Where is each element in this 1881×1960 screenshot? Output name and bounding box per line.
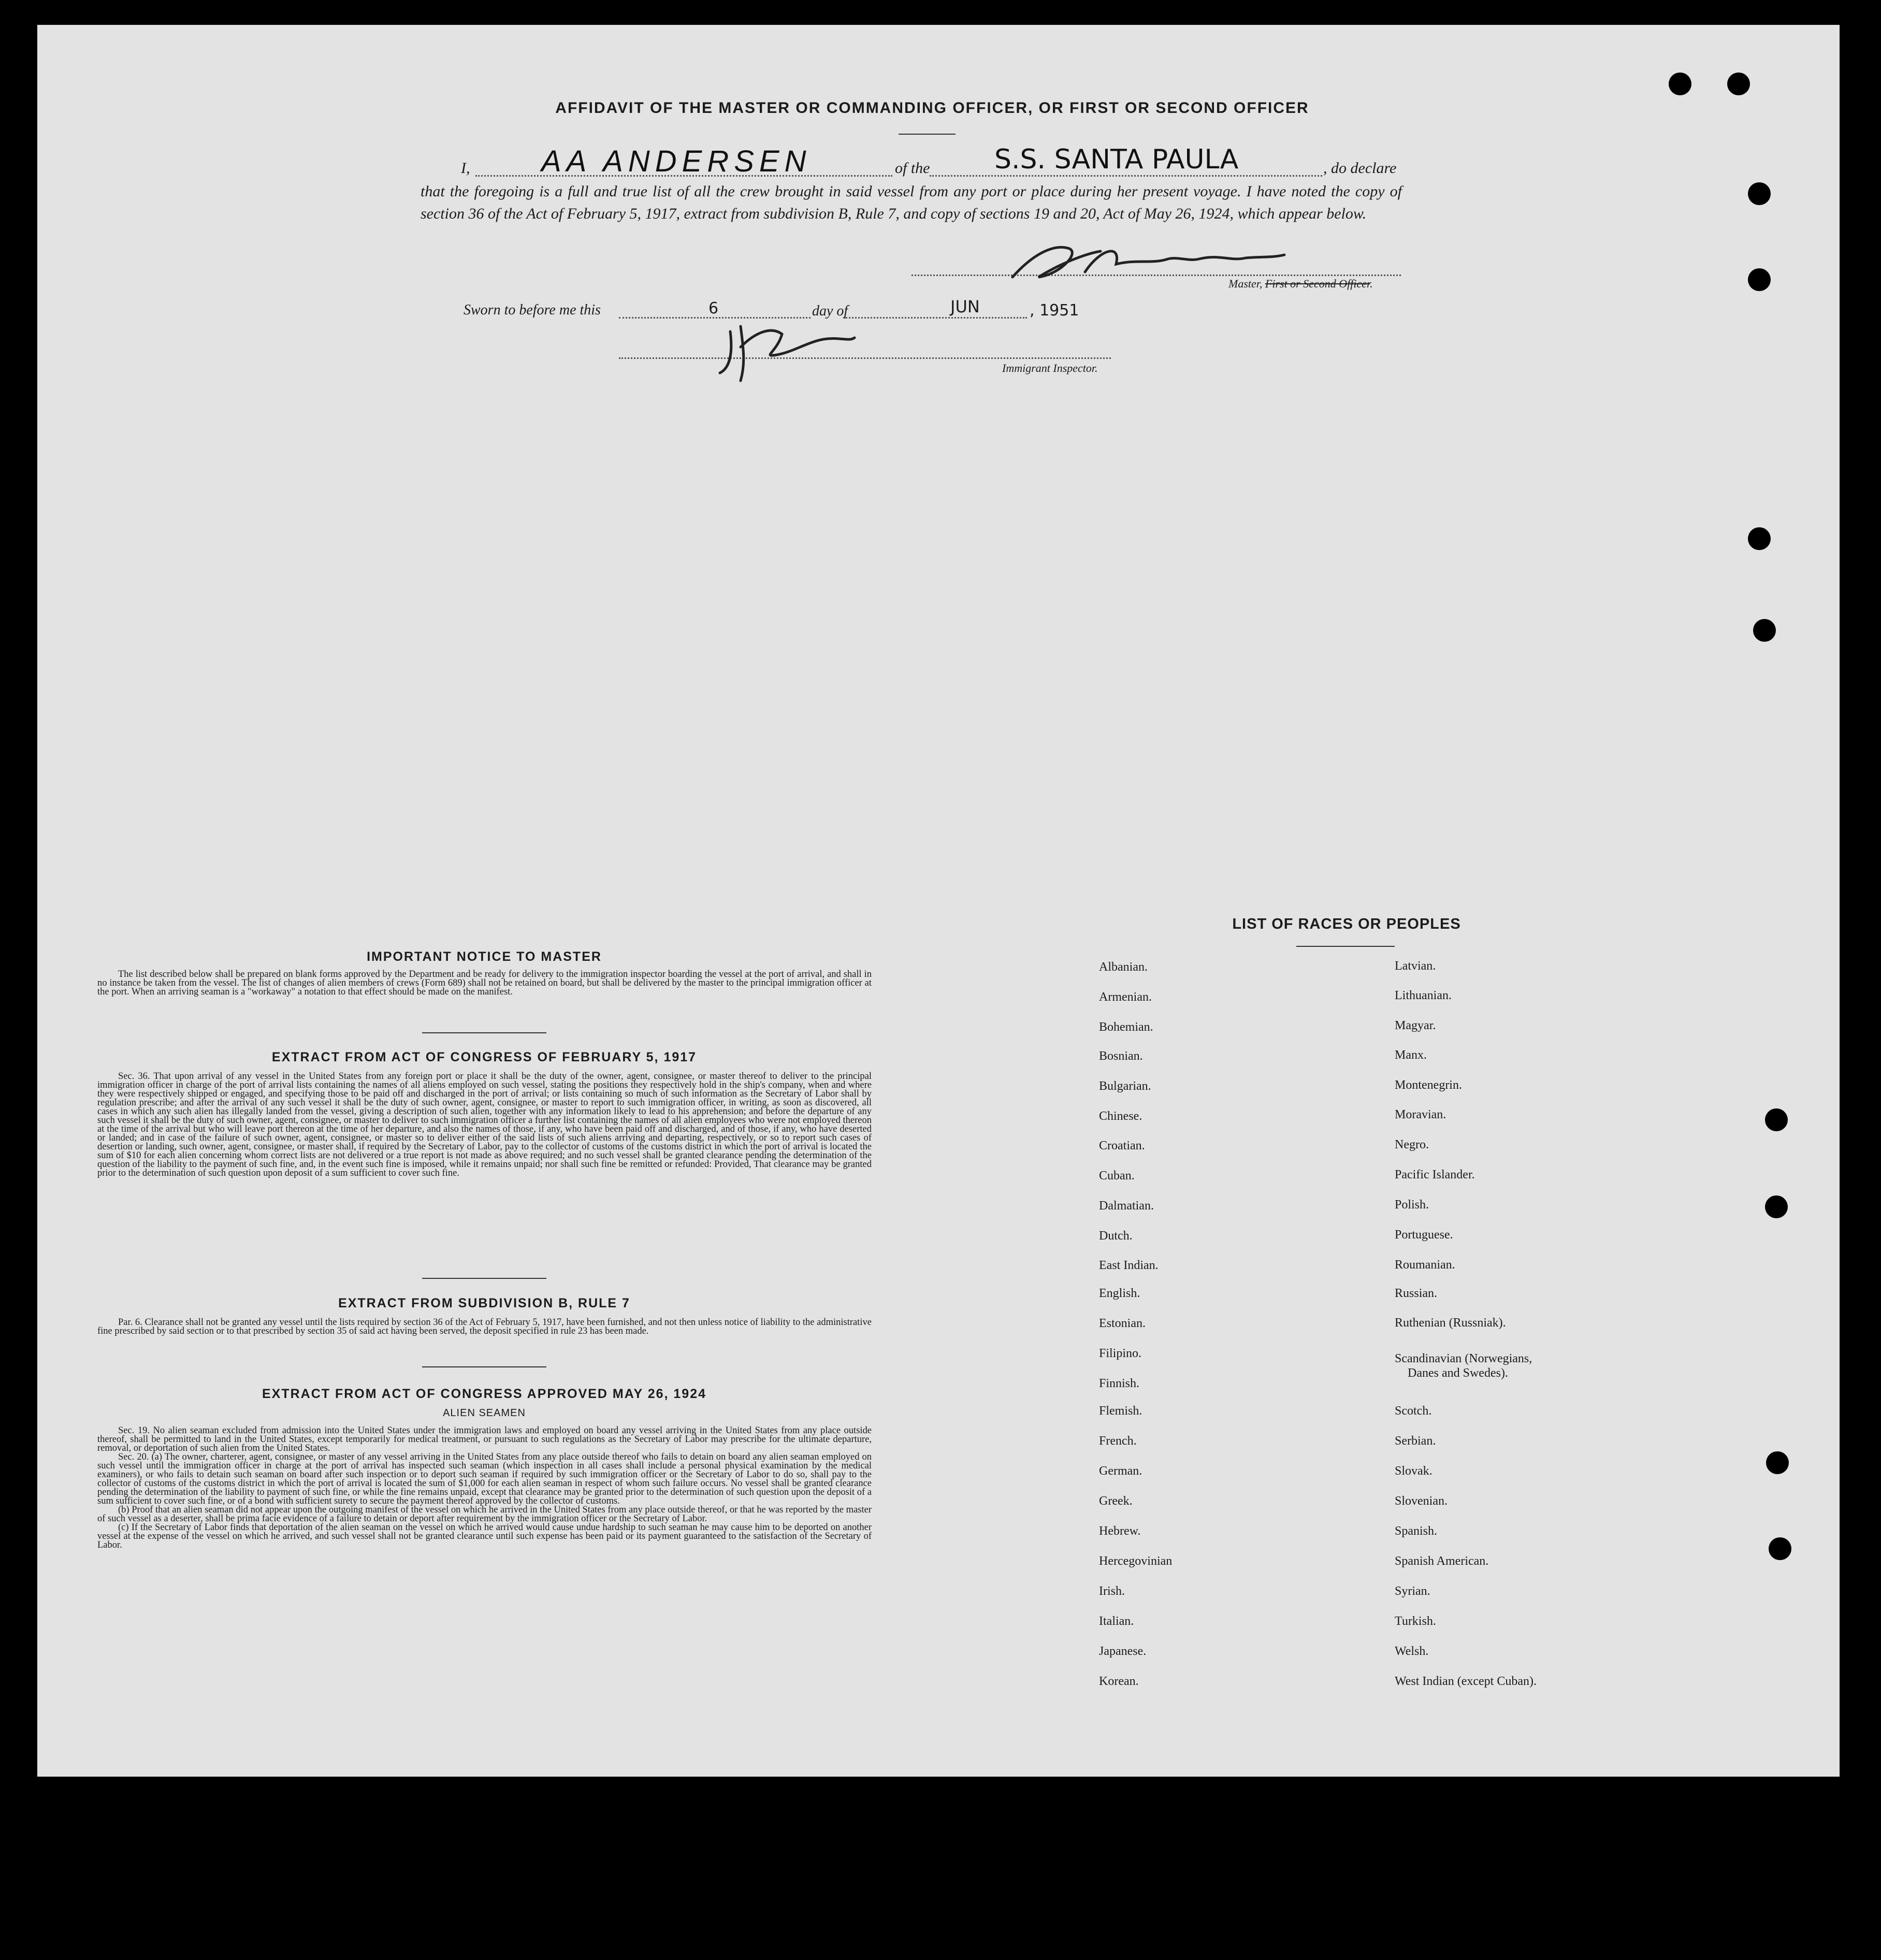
notice-title: IMPORTANT NOTICE TO MASTER: [367, 949, 602, 964]
races-title: LIST OF RACES OR PEOPLES: [1232, 916, 1461, 932]
extract-1924-subtitle: ALIEN SEAMEN: [443, 1407, 526, 1419]
race-item: Irish.: [1099, 1584, 1125, 1598]
race-item: German.: [1099, 1464, 1142, 1478]
race-item: Manx.: [1395, 1048, 1427, 1062]
race-item: Estonian.: [1099, 1317, 1146, 1330]
race-item: Cuban.: [1099, 1169, 1135, 1183]
notice-paragraph: The list described below shall be prepared on blank forms approved by the Department and be ready for delivery to the immigration inspector boarding the vessel at the port of arrival, and shall in no instance be taken from the vessel. The list of changes of alien members of crews (Form 689) shall not be retained on board, but shall be delivered by the master to the principal immigration officer at the port. When an arriving seaman is a "workaway" a notation to that effect should be made on the manifest.: [97, 969, 872, 997]
race-item: Portuguese.: [1395, 1228, 1453, 1242]
extract-1917-title: EXTRACT FROM ACT OF CONGRESS OF FEBRUARY 5, 1917: [271, 1050, 697, 1064]
race-item: French.: [1099, 1434, 1137, 1448]
binder-hole: [1669, 73, 1691, 95]
race-item: Magyar.: [1395, 1019, 1436, 1032]
do-declare-label: , do declare: [1323, 160, 1397, 177]
master-caption-prefix: Master,: [1228, 277, 1265, 290]
race-item: Spanish American.: [1395, 1554, 1489, 1568]
master-name: AA ANDERSEN: [541, 145, 812, 178]
sworn-year: [1030, 301, 1079, 320]
binder-hole: [1748, 527, 1771, 550]
inspector-signature-line: [619, 357, 1111, 359]
extract-rule7-title: EXTRACT FROM SUBDIVISION B, RULE 7: [338, 1296, 630, 1310]
race-item: Korean.: [1099, 1675, 1139, 1688]
i-label: I,: [461, 160, 470, 177]
binder-hole: [1765, 1108, 1788, 1131]
binder-hole: [1748, 268, 1771, 291]
race-item: Danes and Swedes).: [1408, 1366, 1508, 1380]
race-item: Welsh.: [1395, 1645, 1429, 1658]
vessel-name: S.S. SANTA PAULA: [994, 144, 1239, 175]
race-item: Ruthenian (Russniak).: [1395, 1316, 1506, 1330]
race-item: Pacific Islander.: [1395, 1168, 1475, 1181]
race-item: Scandinavian (Norwegians,: [1395, 1352, 1532, 1365]
race-item: Bulgarian.: [1099, 1079, 1151, 1093]
master-caption-suffix: .: [1370, 277, 1373, 290]
race-item: Polish.: [1395, 1198, 1429, 1212]
master-caption: [1228, 277, 1373, 291]
binder-hole: [1765, 1195, 1788, 1218]
binder-hole: [1727, 73, 1750, 95]
vessel-name-line: [930, 175, 1322, 177]
sworn-label: Sworn to before me this: [464, 302, 601, 318]
race-item: Greek.: [1099, 1494, 1133, 1508]
race-item: Bosnian.: [1099, 1049, 1143, 1063]
binder-hole: [1766, 1451, 1789, 1474]
race-item: Russian.: [1395, 1287, 1438, 1300]
race-item: Armenian.: [1099, 990, 1152, 1004]
sec20b-paragraph: (b) Proof that an alien seaman did not appear upon the outgoing manifest of the vessel on which he arrived in the United States from any place outside thereof, or that he was reported by the master of such vessel as a deserter, shall be prima facie evidence of a failure to detain or deport after requirement by the immigration officer or the Secretary of Labor.: [97, 1505, 872, 1524]
race-item: Filipino.: [1099, 1347, 1142, 1360]
inspector-caption: Immigrant Inspector.: [1002, 362, 1098, 374]
sworn-day: 6: [708, 299, 719, 318]
binder-hole: [1748, 182, 1771, 205]
title-divider: [899, 134, 956, 135]
extract-1924-text: [97, 1426, 872, 1550]
year-suffix: 1: [1069, 301, 1079, 320]
sec20c-paragraph: (c) If the Secretary of Labor finds that deportation of the alien seaman on the vessel on which he arrived would cause undue hardship to such seaman he may cause him to be deported on another vessel at the expense of the vessel on which he arrived, and such vessel shall not be granted clearance until such expense has been paid or its payment guaranteed to the satisfaction of the Secretary of Labor.: [97, 1522, 872, 1550]
race-item: East Indian.: [1099, 1259, 1159, 1272]
sec19-paragraph: Sec. 19. No alien seaman excluded from admission into the United States under the immigration laws and employed on board any vessel arriving in the United States from any place outside thereof, shall be permitted to land in the United States, except temporarily for medical treatment, or pursuant to such regulations as the Secretary of Labor may prescribe for the ultimate departure, removal, or deportation of such alien from the United States.: [97, 1425, 872, 1453]
inspector-signature: [710, 311, 865, 388]
section-divider: [422, 1032, 546, 1033]
race-item: Albanian.: [1099, 960, 1148, 974]
race-item: Spanish.: [1395, 1524, 1438, 1538]
day-of-label: day of: [812, 303, 848, 319]
race-item: Montenegrin.: [1395, 1078, 1462, 1092]
section-divider: [422, 1278, 546, 1279]
sec20a-paragraph: Sec. 20. (a) The owner, charterer, agent, consignee, or master of any vessel arriving in the United States from any place outside thereof who fails to detain on board any alien seaman employed on such vessel until the immigration officer in charge at the port of arrival has inspected such seaman (which inspection in all cases shall include a personal physical examination by the medical examiners), or who fails to detain such seaman on board after such inspection or to deport such seaman if required by such immigration officer or the Secretary of Labor to do so, shall pay to the collector of customs of the customs district in which the port of arrival is located the sum of $1,000 for each alien seaman in respect of whom such failure occurs. No vessel shall be granted clearance pending the determination of the liability to payment of such fine, or while the fine remains unpaid, except that clearance may be granted prior to the determination of such question upon the deposit of a sum sufficient to cover such fine, or of a bond with sufficient surety to secure the payment thereof approved by the collector of customs.: [97, 1452, 872, 1506]
binder-hole: [1753, 619, 1776, 642]
sworn-month-line: [843, 317, 1027, 319]
extract-1924-title: EXTRACT FROM ACT OF CONGRESS APPROVED MAY 26, 1924: [262, 1387, 707, 1401]
race-item: Syrian.: [1395, 1584, 1430, 1598]
race-item: Hercegovinian: [1099, 1554, 1173, 1568]
race-item: Italian.: [1099, 1615, 1134, 1628]
section-divider: [422, 1366, 546, 1367]
race-item: Finnish.: [1099, 1377, 1140, 1390]
race-item: Moravian.: [1395, 1108, 1446, 1121]
sworn-month: JUN: [950, 297, 980, 316]
binder-hole: [1769, 1537, 1791, 1560]
race-item: Flemish.: [1099, 1404, 1142, 1418]
master-caption-struck: First or Second Officer: [1265, 277, 1370, 290]
year-prefix: , 195: [1030, 301, 1069, 320]
race-item: Roumanian.: [1395, 1258, 1455, 1272]
race-item: Croatian.: [1099, 1139, 1145, 1152]
race-item: Chinese.: [1099, 1109, 1142, 1123]
race-item: Slovenian.: [1395, 1494, 1448, 1508]
extract-rule7-text: [97, 1318, 872, 1336]
race-item: Negro.: [1395, 1138, 1429, 1151]
extract-1917-text: [97, 1072, 872, 1178]
race-item: West Indian (except Cuban).: [1395, 1675, 1537, 1688]
race-item: Lithuanian.: [1395, 989, 1452, 1002]
affidavit-body: that the foregoing is a full and true list of all the crew brought in said vessel from any port or place during her present voyage. I have noted the copy of section 36 of the Act of February 5, 1917, extract from subdivision B, Rule 7, and copy of sections 19 and 20, Act of May 26, 1924, which appear below.: [421, 183, 1402, 222]
races-divider: [1296, 946, 1395, 947]
race-item: Scotch.: [1395, 1404, 1432, 1418]
race-item: Serbian.: [1395, 1434, 1436, 1448]
race-item: English.: [1099, 1287, 1140, 1300]
race-item: Slovak.: [1395, 1464, 1433, 1478]
rule7-paragraph: Par. 6. Clearance shall not be granted any vessel until the lists required by section 36 of the Act of February 5, 1917, have been furnished, and not then unless notice of liability to the administrative fine prescribed by said section or to that prescribed by section 35 of said act having been served, the deposit specified in rule 23 has been made.: [97, 1317, 872, 1336]
race-item: Japanese.: [1099, 1645, 1147, 1658]
race-item: Dalmatian.: [1099, 1199, 1154, 1213]
race-item: Dutch.: [1099, 1229, 1133, 1243]
race-item: Bohemian.: [1099, 1020, 1153, 1034]
affidavit-title: AFFIDAVIT OF THE MASTER OR COMMANDING OFFICER, OR FIRST OR SECOND OFFICER: [555, 99, 1309, 117]
of-the-label: of the: [895, 160, 930, 177]
race-item: Turkish.: [1395, 1615, 1436, 1628]
race-item: Latvian.: [1395, 959, 1436, 973]
race-item: Hebrew.: [1099, 1524, 1141, 1538]
notice-text: [97, 970, 872, 997]
sec36-paragraph: Sec. 36. That upon arrival of any vessel in the United States from any foreign port or place it shall be the duty of the owner, agent, consignee, or master thereof to deliver to the principal immigration officer in charge of the port of arrival lists containing the names of all aliens employed on such vessel, stating the positions they respectively hold in the ship's company, when and where they were respectively shipped or engaged, and specifying those to be paid off and discharged in the port of arrival; or lists containing so much of such information as the Secretary of Labor shall by regulation prescribe; and after the arrival of any such vessel it shall be the duty of such owner, agent, consignee, or master to report to such immigration officer, in writing, as soon as discovered, all cases in which any such alien has illegally landed from the vessel, giving a description of such alien, together with any information likely to lead to his apprehension; and before the departure of any such vessel it shall be the duty of such owner, agent, consignee, or master to deliver to such immigration officer a further list containing the names of all alien employees who were not employed thereon at the time of the arrival but who will leave port thereon at the time of her departure, and also the names of those, if any, who have been paid off and discharged, and of those, if any, who have deserted or landed; and in case of the failure of such owner, agent, consignee, or master so to deliver either of the said lists of such aliens arriving and departing, respectively, or so to report such cases of desertion or landing, such owner, agent, consignee, or master shall, if required by the Secretary of Labor, pay to the collector of customs of the customs district in which the port of arrival is located the sum of $10 for each alien concerning whom correct lists are not delivered or a true report is not made as above required; and no such vessel shall be granted clearance pending the determination of the question of the liability to the payment of such fine, and, in the event such fine is imposed, while it remains unpaid; nor shall such fine be remitted or refunded: Provided, That clearance may be granted prior to the determination of such question upon deposit of a sum sufficient to cover such fine.: [97, 1071, 872, 1178]
